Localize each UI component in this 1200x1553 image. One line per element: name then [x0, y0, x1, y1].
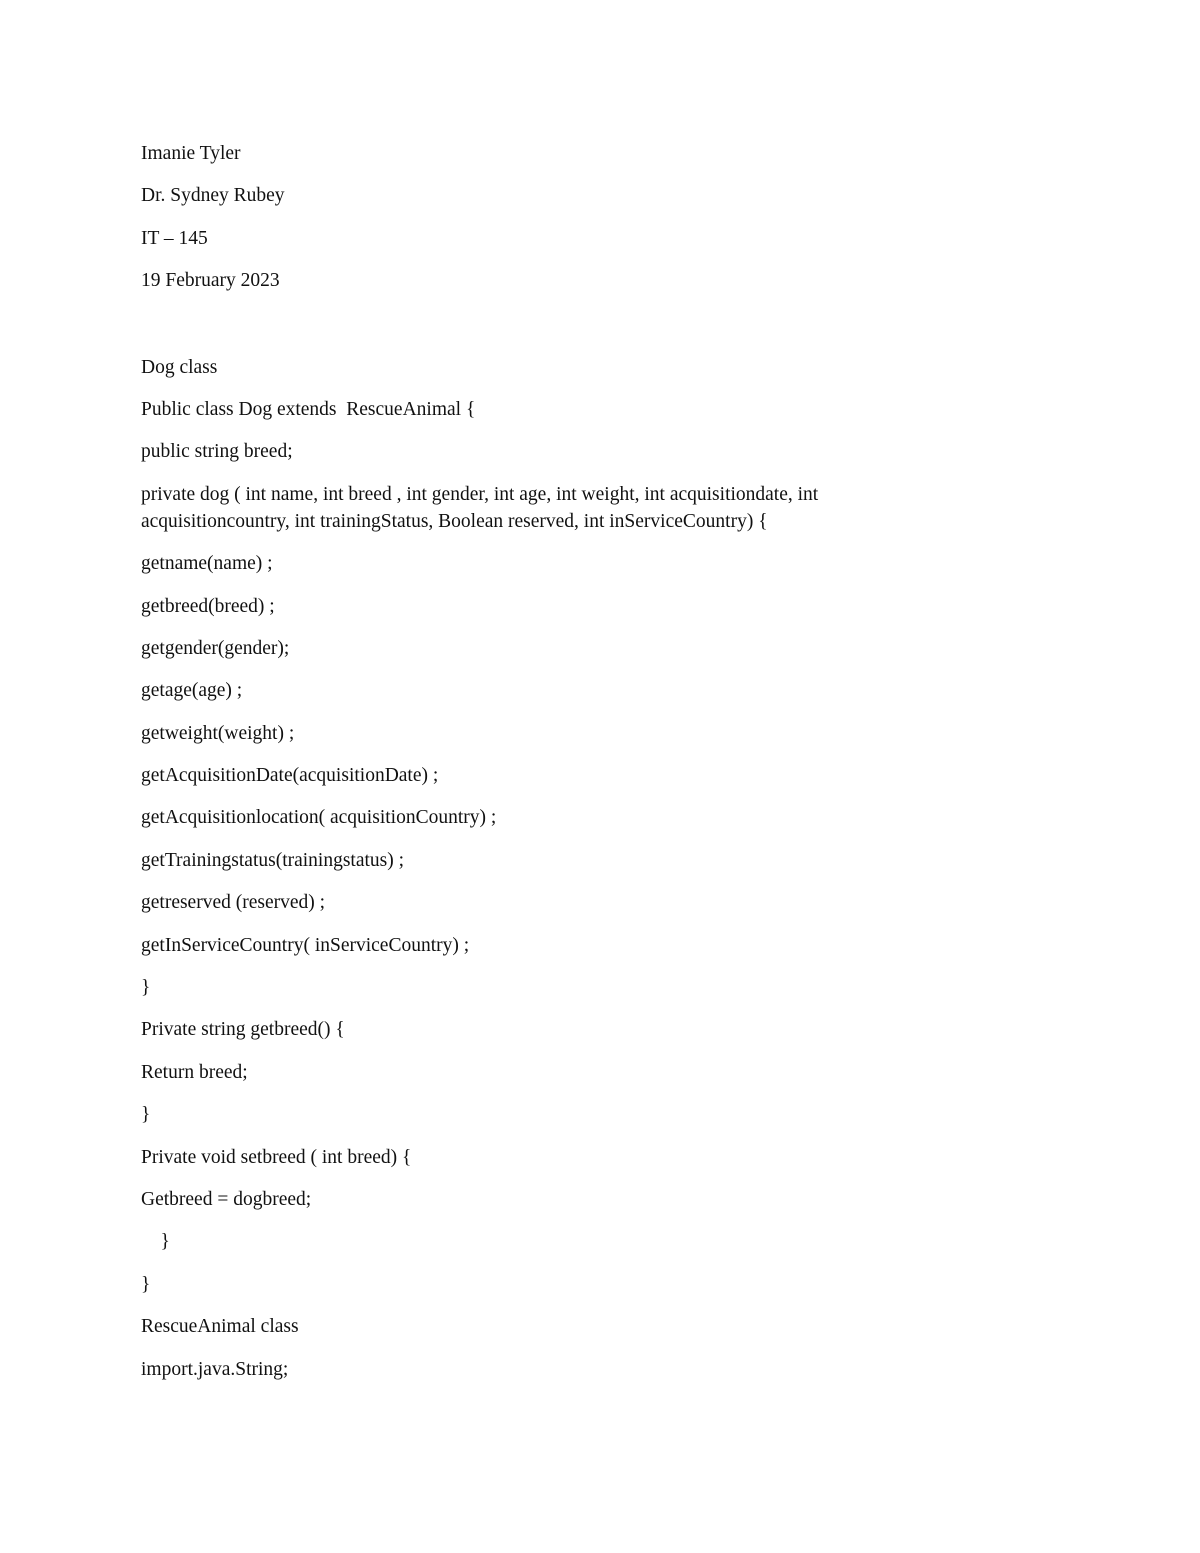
student-name: Imanie Tyler [141, 143, 241, 164]
code-line: } [141, 1104, 151, 1126]
section-title-dog-class: Dog class [141, 356, 218, 378]
code-line: getAcquisitionlocation( acquisitionCountry) ; [141, 807, 497, 829]
code-line: getAcquisitionDate(acquisitionDate) ; [141, 765, 439, 787]
code-line: } [141, 1231, 170, 1253]
code-line: public string breed; [141, 441, 293, 463]
code-line: } [141, 977, 151, 999]
course-code: IT – 145 [141, 227, 208, 249]
code-line: getweight(weight) ; [141, 722, 295, 744]
code-line: getTrainingstatus(trainingstatus) ; [141, 849, 405, 871]
code-line: Return breed; [141, 1061, 248, 1083]
document-date: 19 February 2023 [141, 270, 280, 292]
code-line: Getbreed = dogbreed; [141, 1188, 312, 1210]
instructor-name: Dr. Sydney Rubey [141, 185, 285, 207]
code-line: getage(age) ; [141, 680, 243, 702]
code-line: getInServiceCountry( inServiceCountry) ; [141, 934, 470, 956]
code-line: Private string getbreed() { [141, 1019, 345, 1041]
document-body [141, 140, 961, 1398]
code-line: Public class Dog extends RescueAnimal { [141, 398, 476, 420]
code-line: getgender(gender); [141, 637, 290, 659]
code-line: import.java.String; [141, 1358, 289, 1380]
spacer [141, 310, 961, 354]
code-line: getreserved (reserved) ; [141, 892, 326, 914]
code-line: Private void setbreed ( int breed) { [141, 1146, 412, 1168]
section-title-rescueanimal-class: RescueAnimal class [141, 1316, 299, 1338]
code-line: } [141, 1273, 151, 1295]
code-line: getbreed(breed) ; [141, 595, 275, 617]
code-line-constructor: private dog ( int name, int breed , int gender, int age, int weight, int acquisitiondate, int acquisitioncountry, int trainingStatus, Boolean reserved, int inServiceCountry) { [141, 483, 824, 532]
code-line: getname(name) ; [141, 553, 273, 575]
